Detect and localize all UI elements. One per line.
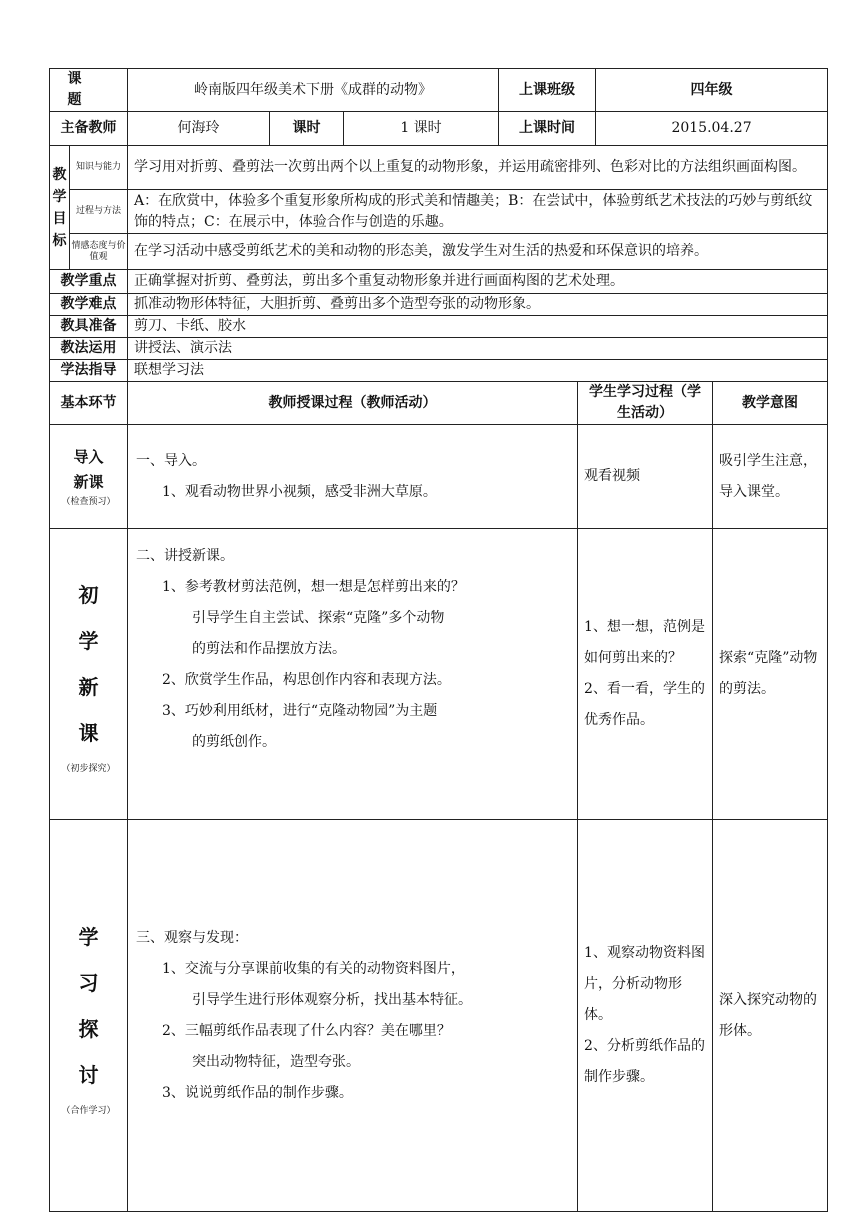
stage-new-lesson-intent: 探索“克隆”动物的剪法。	[713, 529, 828, 820]
goal-text-emotion: 在学习活动中感受剪纸艺术的美和动物的形态美，激发学生对生活的热爱和环保意识的培养。	[128, 234, 828, 270]
time-label: 上课时间	[499, 112, 596, 146]
difficulty-text: 抓准动物形体特征，大胆折剪、叠剪出多个造型夸张的动物形象。	[128, 294, 828, 316]
tools-text: 剪刀、卡纸、胶水	[128, 316, 828, 338]
hours-label: 课时	[270, 112, 344, 146]
tools-label: 教具准备	[50, 316, 128, 338]
goal-sub-knowledge: 知识与能力	[70, 146, 128, 190]
class-label: 上课班级	[499, 69, 596, 112]
stage-discussion-teacher: 三、观察与发现： 1、交流与分享课前收集的有关的动物资料图片， 引导学生进行形体观察分析，找出基本特征。 2、三幅剪纸作品表现了什么内容？美在哪里？ 突出动物特征，造型夸张。 3、说说剪纸作品的制作步骤。	[128, 820, 578, 1212]
goal-text-knowledge: 学习用对折剪、叠剪法一次剪出两个以上重复的动物形象，并运用疏密排列、色彩对比的方法组织画面构图。	[128, 146, 828, 190]
stage-intro-teacher: 一、导入。 1、观看动物世界小视频，感受非洲大草原。	[128, 425, 578, 529]
time-value: 2015.04.27	[596, 112, 828, 146]
stage-intro-student: 观看视频	[578, 425, 713, 529]
process-teacher-header: 教师授课过程（教师活动）	[128, 382, 578, 425]
difficulty-label: 教学难点	[50, 294, 128, 316]
process-stage-header: 基本环节	[50, 382, 128, 425]
stage-new-lesson: 初 学 新 课 （初步探究）	[50, 529, 128, 820]
stage-intro-intent: 吸引学生注意，导入课堂。	[713, 425, 828, 529]
study-guide-text: 联想学习法	[128, 360, 828, 382]
stage-intro: 导入 新课 （检查预习）	[50, 425, 128, 529]
process-intent-header: 教学意图	[713, 382, 828, 425]
stage-discussion-intent: 深入探究动物的形体。	[713, 820, 828, 1212]
topic-label: 课题	[50, 69, 128, 112]
lesson-plan-table	[49, 68, 828, 1212]
stage-new-lesson-student: 1、想一想，范例是如何剪出来的？ 2、看一看，学生的优秀作品。	[578, 529, 713, 820]
stage-discussion-student: 1、观察动物资料图片，分析动物形体。 2、分析剪纸作品的制作步骤。	[578, 820, 713, 1212]
goal-sub-process: 过程与方法	[70, 190, 128, 234]
goal-sub-emotion: 情感态度与价值观	[70, 234, 128, 270]
class-value: 四年级	[596, 69, 828, 112]
topic-value: 岭南版四年级美术下册《成群的动物》	[128, 69, 499, 112]
key-points-label: 教学重点	[50, 270, 128, 294]
goal-text-process: A：在欣赏中，体验多个重复形象所构成的形式美和情趣美；B：在尝试中，体验剪纸艺术技法的巧妙与剪纸纹饰的特点；C：在展示中，体验合作与创造的乐趣。	[128, 190, 828, 234]
stage-new-lesson-teacher: 二、讲授新课。 1、参考教材剪法范例，想一想是怎样剪出来的？ 引导学生自主尝试、探索“克隆”多个动物 的剪法和作品摆放方法。 2、欣赏学生作品，构思创作内容和表现方法。 3、巧妙利用纸材，进行“克隆动物园”为主题 的剪纸创作。	[128, 529, 578, 820]
process-student-header: 学生学习过程（学生活动）	[578, 382, 713, 425]
stage-discussion: 学 习 探 讨 （合作学习）	[50, 820, 128, 1212]
teacher-value: 何海玲	[128, 112, 270, 146]
study-guide-label: 学法指导	[50, 360, 128, 382]
teacher-label: 主备教师	[50, 112, 128, 146]
key-points-text: 正确掌握对折剪、叠剪法，剪出多个重复动物形象并进行画面构图的艺术处理。	[128, 270, 828, 294]
goals-label: 教 学 目 标	[50, 146, 70, 270]
method-text: 讲授法、演示法	[128, 338, 828, 360]
method-label: 教法运用	[50, 338, 128, 360]
hours-value: 1 课时	[344, 112, 499, 146]
